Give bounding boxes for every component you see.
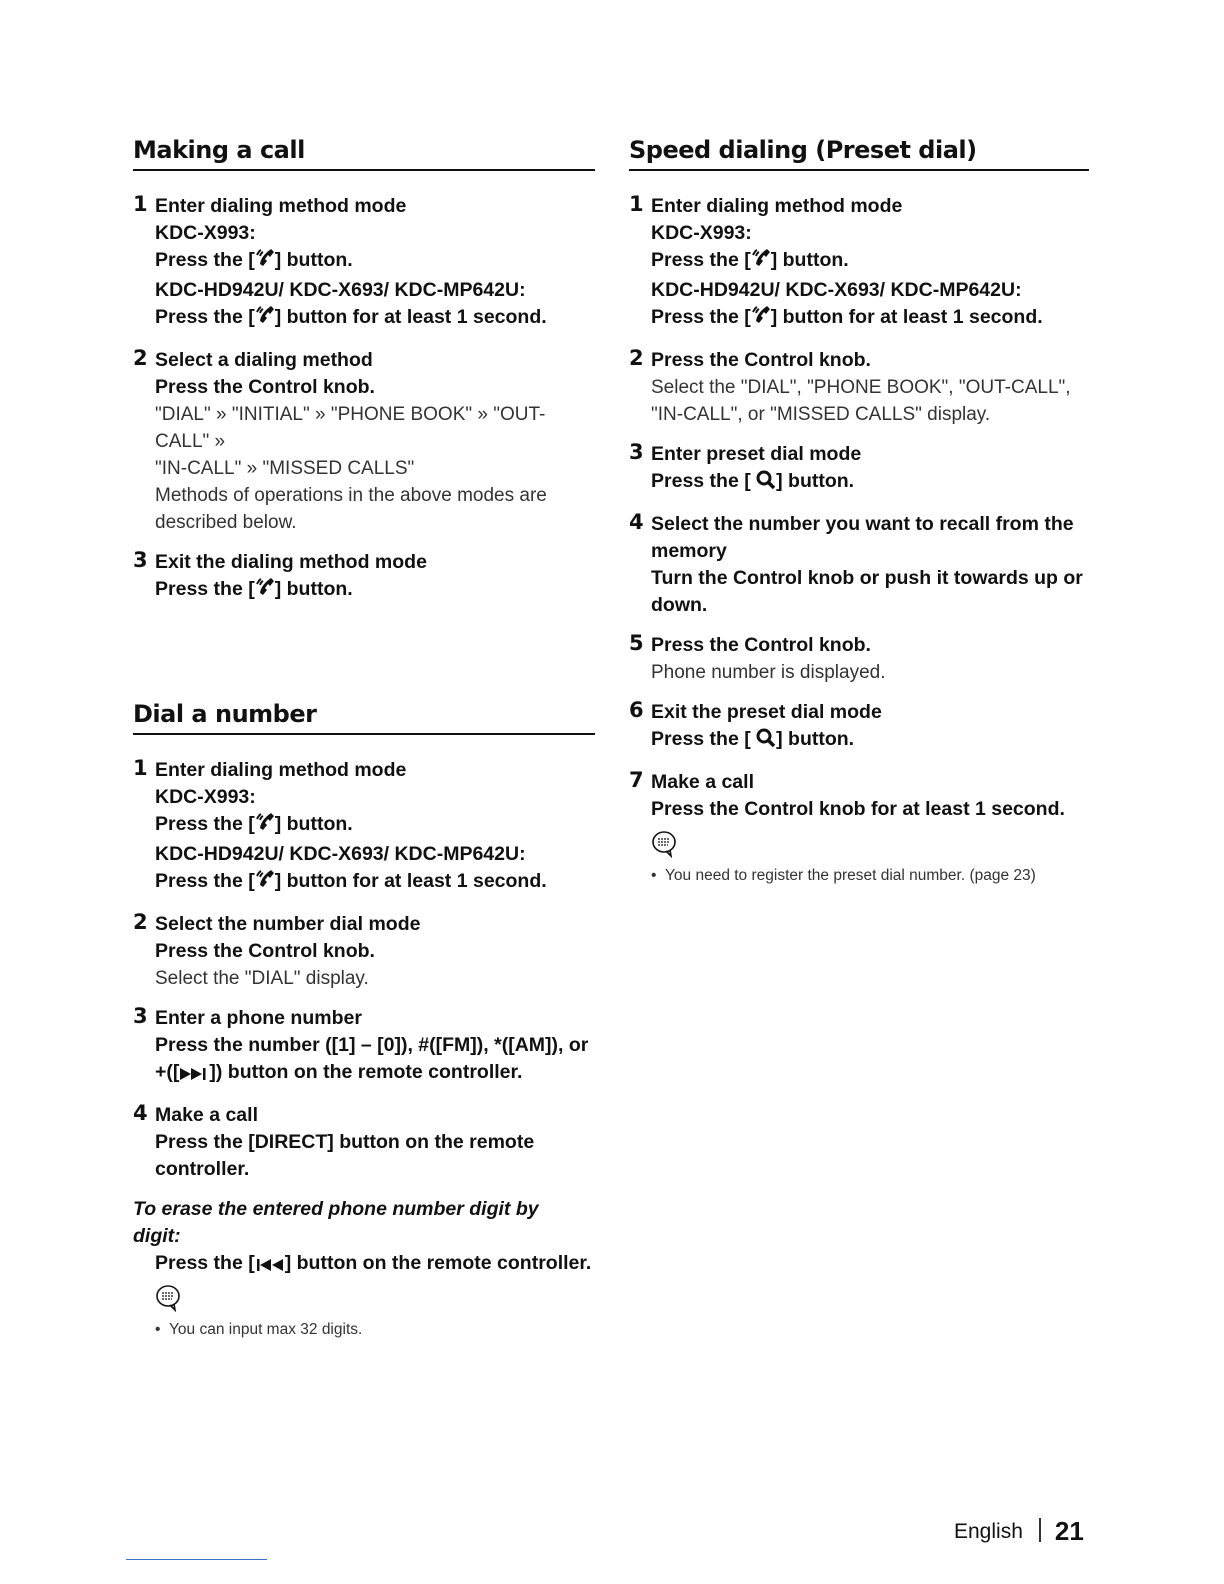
step-2 bbox=[133, 347, 595, 536]
making-call-section bbox=[133, 135, 595, 606]
step-heading: Select a dialing method bbox=[155, 349, 373, 371]
instruction: Press the [DIRECT] button on the remote bbox=[155, 1131, 535, 1153]
section-title-making-call: Making a call bbox=[133, 135, 595, 171]
erase-heading: To erase the entered phone number digit by digit: bbox=[133, 1198, 539, 1247]
description: "IN-CALL", or "MISSED CALLS" display. bbox=[651, 404, 991, 425]
next-track-icon bbox=[179, 1062, 209, 1089]
scan-artifact-line bbox=[126, 1559, 267, 1560]
step-3 bbox=[133, 549, 595, 606]
step-number: 2 bbox=[133, 346, 148, 370]
step-number: 3 bbox=[629, 440, 644, 464]
section-title-speed-dial: Speed dialing (Preset dial) bbox=[629, 135, 1089, 171]
note-icon bbox=[155, 1284, 177, 1310]
step-heading: Enter dialing method mode bbox=[155, 759, 407, 781]
phone-handset-icon bbox=[255, 576, 275, 606]
step-heading: Select the number dial mode bbox=[155, 913, 421, 935]
step-3 bbox=[629, 441, 1089, 498]
footer-divider bbox=[1039, 1518, 1041, 1542]
model-label: KDC-HD942U/ KDC-X693/ KDC-MP642U: bbox=[651, 279, 1022, 301]
footer-language: English bbox=[954, 1520, 1023, 1543]
instruction: Press the [ ] button for at least 1 second. bbox=[651, 304, 1089, 334]
prev-track-icon bbox=[255, 1253, 285, 1280]
instruction: down. bbox=[651, 594, 708, 616]
step-heading: Press the Control knob. bbox=[651, 349, 871, 371]
step-number: 2 bbox=[629, 346, 644, 370]
phone-handset-icon bbox=[751, 304, 771, 334]
step-heading: Enter dialing method mode bbox=[155, 195, 407, 217]
step-number: 3 bbox=[133, 1004, 148, 1028]
page-number: 21 bbox=[1054, 1516, 1084, 1546]
instruction: Press the number ([1] – [0]), #([FM]), *([AM]), or bbox=[155, 1034, 589, 1056]
note-icon bbox=[651, 830, 673, 856]
step-heading: Select the number you want to recall from the bbox=[651, 513, 1074, 535]
right-column bbox=[629, 135, 1089, 887]
step-heading: Exit the preset dial mode bbox=[651, 701, 882, 723]
step-4 bbox=[133, 1102, 595, 1183]
step-1 bbox=[133, 193, 595, 334]
step-2 bbox=[133, 911, 595, 992]
step-number: 3 bbox=[133, 548, 148, 572]
step-number: 6 bbox=[629, 698, 644, 722]
note-text: • You can input max 32 digits. bbox=[155, 1321, 363, 1338]
description: Select the "DIAL", "PHONE BOOK", "OUT-CALL", bbox=[651, 377, 1071, 398]
search-icon bbox=[756, 470, 776, 498]
step-heading: Enter preset dial mode bbox=[651, 443, 862, 465]
description: "DIAL" » "INITIAL" » "PHONE BOOK" » "OUT-CALL" » bbox=[155, 404, 546, 452]
instruction: Turn the Control knob or push it towards up or bbox=[651, 567, 1083, 589]
step-heading: Make a call bbox=[155, 1104, 258, 1126]
step-number: 1 bbox=[629, 192, 644, 216]
model-label: KDC-HD942U/ KDC-X693/ KDC-MP642U: bbox=[155, 843, 526, 865]
step-heading: Press the Control knob. bbox=[651, 634, 871, 656]
instruction: Press the Control knob. bbox=[155, 376, 375, 398]
dial-number-section bbox=[133, 699, 595, 1341]
model-label: KDC-X993: bbox=[155, 222, 256, 244]
instruction: Press the [ ] button. bbox=[155, 811, 595, 841]
instruction: Press the Control knob for at least 1 second. bbox=[651, 798, 1065, 820]
speed-dial-section bbox=[629, 135, 1089, 887]
instruction: controller. bbox=[155, 1158, 250, 1180]
phone-handset-icon bbox=[255, 247, 275, 277]
step-heading: Enter dialing method mode bbox=[651, 195, 903, 217]
step-number: 1 bbox=[133, 192, 148, 216]
note-text: • You need to register the preset dial number. (page 23) bbox=[651, 867, 1036, 884]
description: "IN-CALL" » "MISSED CALLS" bbox=[155, 458, 415, 479]
instruction: Press the [ ] button. bbox=[651, 468, 1089, 498]
section-title-dial-number: Dial a number bbox=[133, 699, 595, 735]
step-4 bbox=[629, 511, 1089, 619]
left-column bbox=[133, 135, 595, 1341]
description: Phone number is displayed. bbox=[651, 662, 886, 683]
instruction: Press the [ ] button. bbox=[155, 576, 595, 606]
step-1 bbox=[629, 193, 1089, 334]
step-2 bbox=[629, 347, 1089, 428]
description: Select the "DIAL" display. bbox=[155, 968, 369, 989]
step-heading: memory bbox=[651, 540, 727, 562]
description: described below. bbox=[155, 512, 297, 533]
erase-instruction: Press the [ ] button on the remote controller. bbox=[133, 1250, 595, 1280]
instruction: Press the [ ] button. bbox=[651, 247, 1089, 277]
model-label: KDC-X993: bbox=[651, 222, 752, 244]
step-number: 5 bbox=[629, 631, 644, 655]
instruction: +([ ]) button on the remote controller. bbox=[155, 1059, 595, 1089]
search-icon bbox=[756, 728, 776, 756]
step-number: 2 bbox=[133, 910, 148, 934]
step-number: 4 bbox=[629, 510, 644, 534]
instruction: Press the [ ] button. bbox=[155, 247, 595, 277]
step-3 bbox=[133, 1005, 595, 1089]
step-7 bbox=[629, 769, 1089, 823]
step-1 bbox=[133, 757, 595, 898]
step-number: 4 bbox=[133, 1101, 148, 1125]
step-number: 1 bbox=[133, 756, 148, 780]
page-footer bbox=[954, 1516, 1084, 1547]
phone-handset-icon bbox=[255, 811, 275, 841]
phone-handset-icon bbox=[255, 868, 275, 898]
phone-handset-icon bbox=[255, 304, 275, 334]
step-6 bbox=[629, 699, 1089, 756]
step-heading: Enter a phone number bbox=[155, 1007, 362, 1029]
instruction: Press the [ ] button for at least 1 second. bbox=[155, 868, 595, 898]
phone-handset-icon bbox=[751, 247, 771, 277]
model-label: KDC-X993: bbox=[155, 786, 256, 808]
instruction: Press the [ ] button for at least 1 second. bbox=[155, 304, 595, 334]
step-heading: Exit the dialing method mode bbox=[155, 551, 427, 573]
model-label: KDC-HD942U/ KDC-X693/ KDC-MP642U: bbox=[155, 279, 526, 301]
step-number: 7 bbox=[629, 768, 644, 792]
instruction: Press the [ ] button. bbox=[651, 726, 1089, 756]
description: Methods of operations in the above modes are bbox=[155, 485, 547, 506]
instruction: Press the Control knob. bbox=[155, 940, 375, 962]
step-heading: Make a call bbox=[651, 771, 754, 793]
step-5 bbox=[629, 632, 1089, 686]
